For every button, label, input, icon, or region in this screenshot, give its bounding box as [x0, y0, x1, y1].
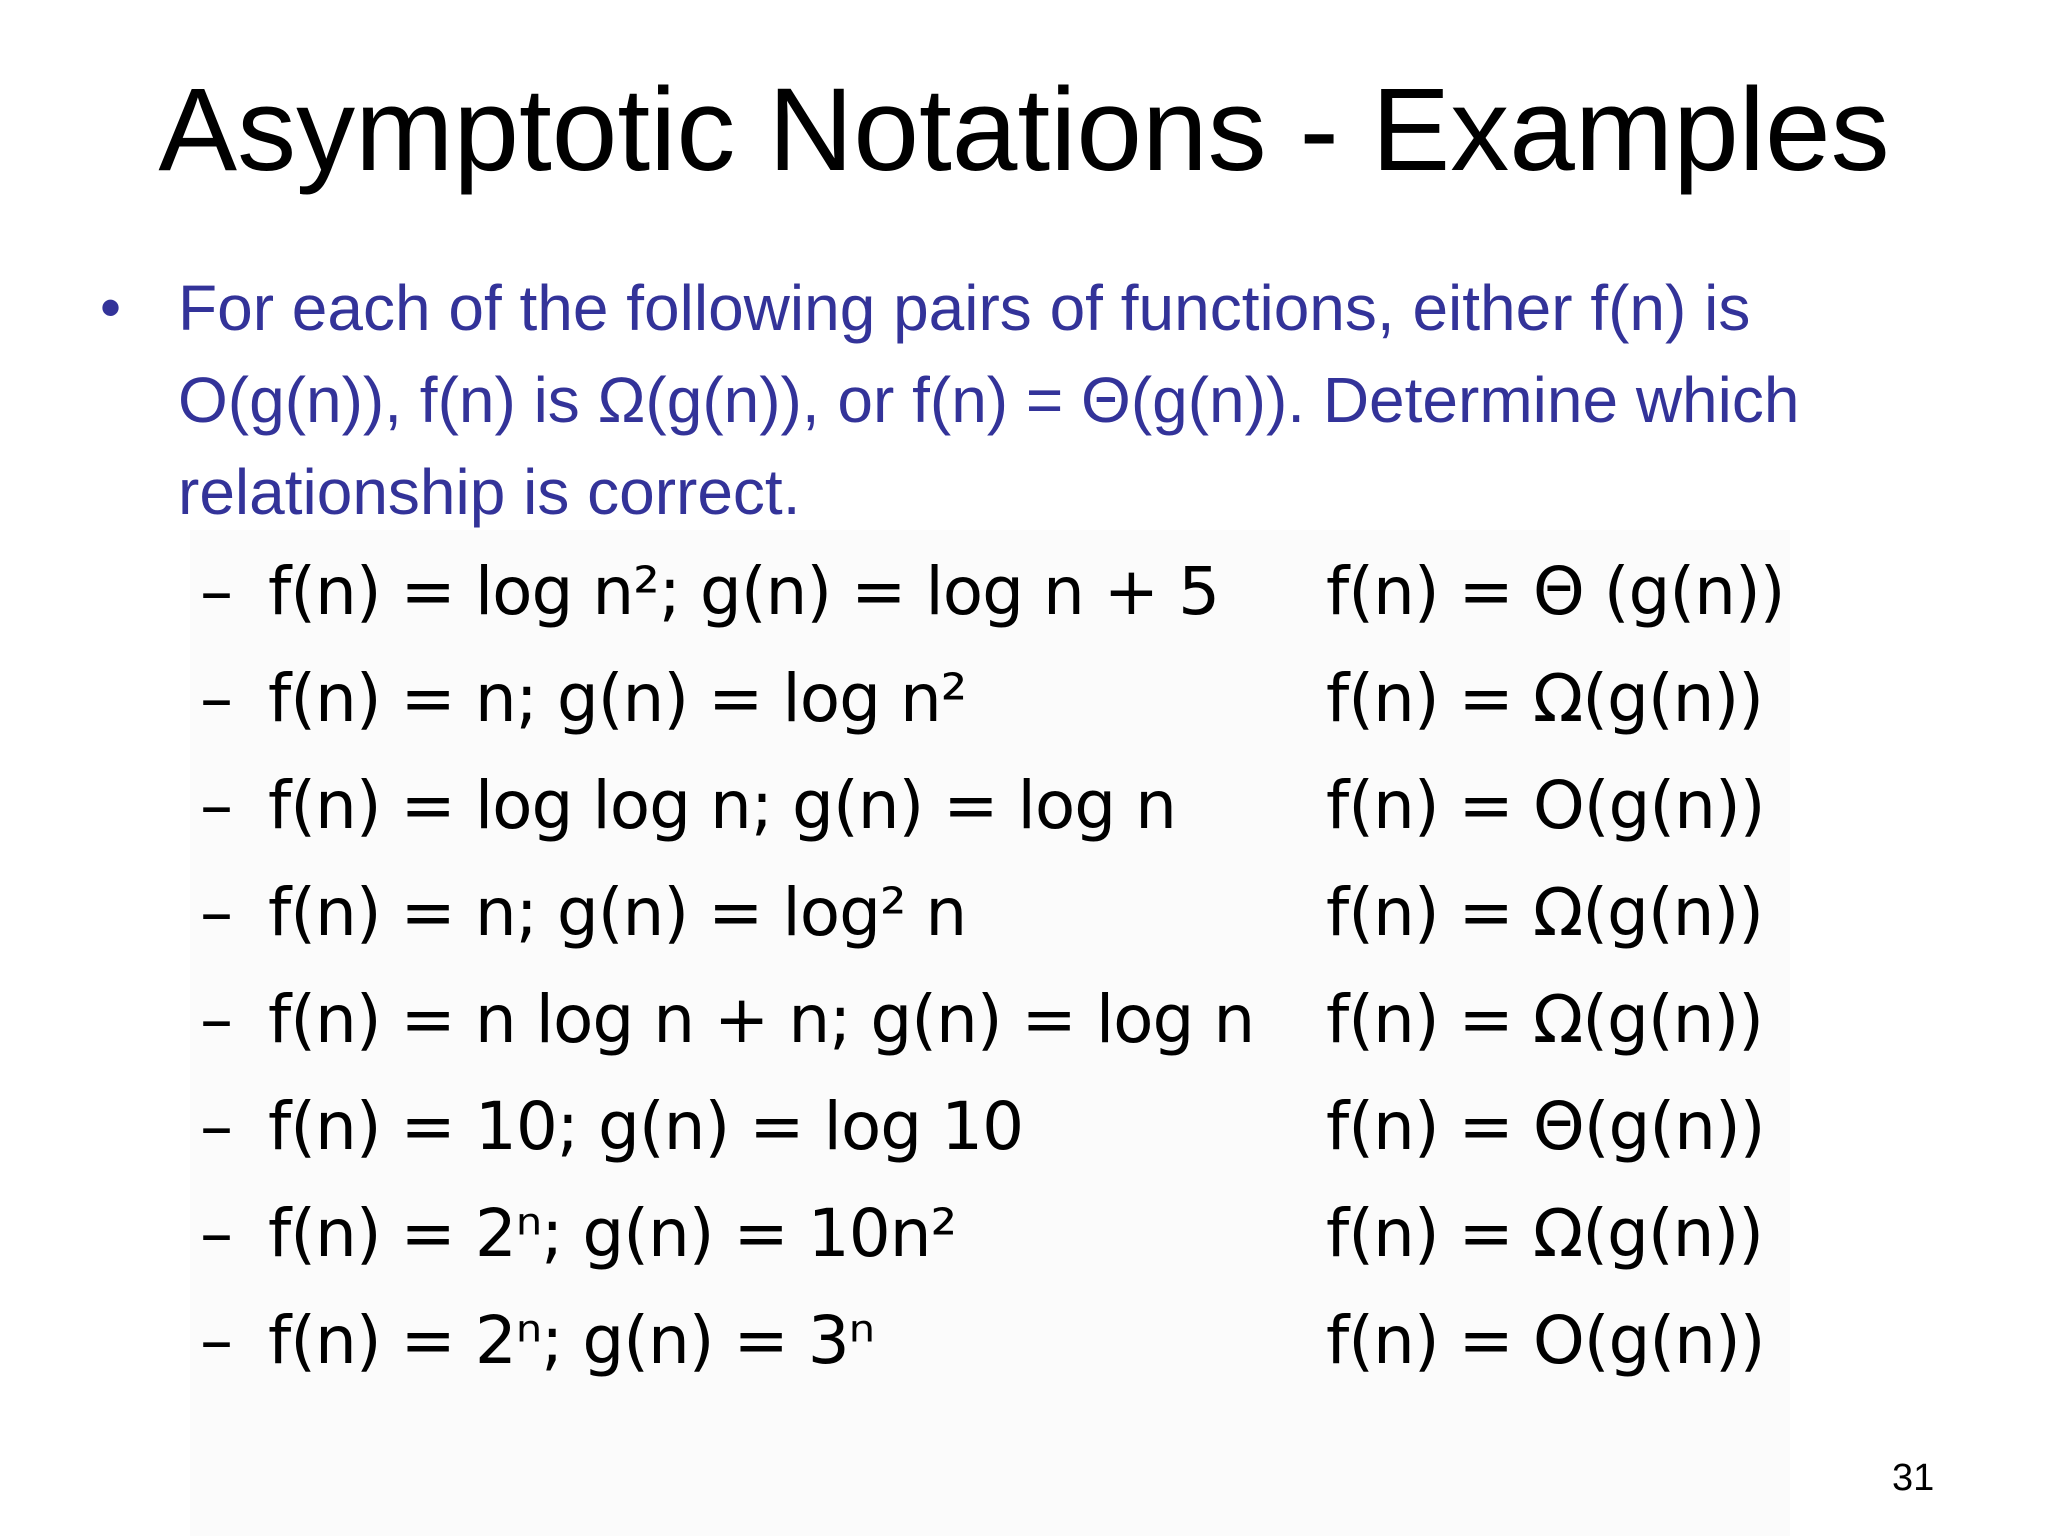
- example-functions: f(n) = n log n + n; g(n) = log n: [268, 981, 1255, 1058]
- example-answer: f(n) = Θ (g(n)): [1326, 553, 1785, 630]
- example-answer: f(n) = Ω(g(n)): [1326, 874, 1763, 951]
- example-row: [200, 974, 1900, 1081]
- example-functions: f(n) = n; g(n) = log n²: [268, 660, 967, 737]
- example-dash: –: [200, 874, 233, 951]
- example-answer: f(n) = Θ(g(n)): [1326, 1088, 1765, 1165]
- example-row: [200, 653, 1900, 760]
- example-dash: –: [200, 1088, 233, 1165]
- example-dash: –: [200, 660, 233, 737]
- example-functions: f(n) = 10; g(n) = log 10: [268, 1088, 1024, 1165]
- example-row: [200, 1188, 1900, 1295]
- example-functions: f(n) = n; g(n) = log² n: [268, 874, 967, 951]
- slide-title: Asymptotic Notations - Examples: [158, 64, 1890, 196]
- example-row: [200, 867, 1900, 974]
- bullet-text: For each of the following pairs of functions, either f(n) is O(g(n)), f(n) is Ω(g(n)), or f(n) = Θ(g(n)). Determine which relationship is correct.: [178, 272, 1800, 528]
- example-answer: f(n) = O(g(n)): [1326, 1302, 1765, 1379]
- example-dash: –: [200, 1302, 233, 1379]
- example-row: [200, 1081, 1900, 1188]
- example-functions: f(n) = log log n; g(n) = log n: [268, 767, 1176, 844]
- example-row: [200, 1295, 1900, 1402]
- example-dash: –: [200, 553, 233, 630]
- example-row: [200, 760, 1900, 867]
- example-answer: f(n) = Ω(g(n)): [1326, 981, 1763, 1058]
- example-dash: –: [200, 767, 233, 844]
- example-answer: f(n) = Ω(g(n)): [1326, 1195, 1763, 1272]
- example-functions: f(n) = 2ⁿ; g(n) = 10n²: [268, 1195, 957, 1272]
- example-answer: f(n) = Ω(g(n)): [1326, 660, 1763, 737]
- example-dash: –: [200, 1195, 233, 1272]
- examples-list: [200, 546, 1900, 1402]
- page-number: 31: [1892, 1457, 1935, 1499]
- example-dash: –: [200, 981, 233, 1058]
- bullet-marker: •: [100, 274, 122, 341]
- example-row: [200, 546, 1900, 653]
- example-answer: f(n) = O(g(n)): [1326, 767, 1765, 844]
- example-functions: f(n) = 2ⁿ; g(n) = 3ⁿ: [268, 1302, 875, 1379]
- example-functions: f(n) = log n²; g(n) = log n + 5: [268, 553, 1220, 630]
